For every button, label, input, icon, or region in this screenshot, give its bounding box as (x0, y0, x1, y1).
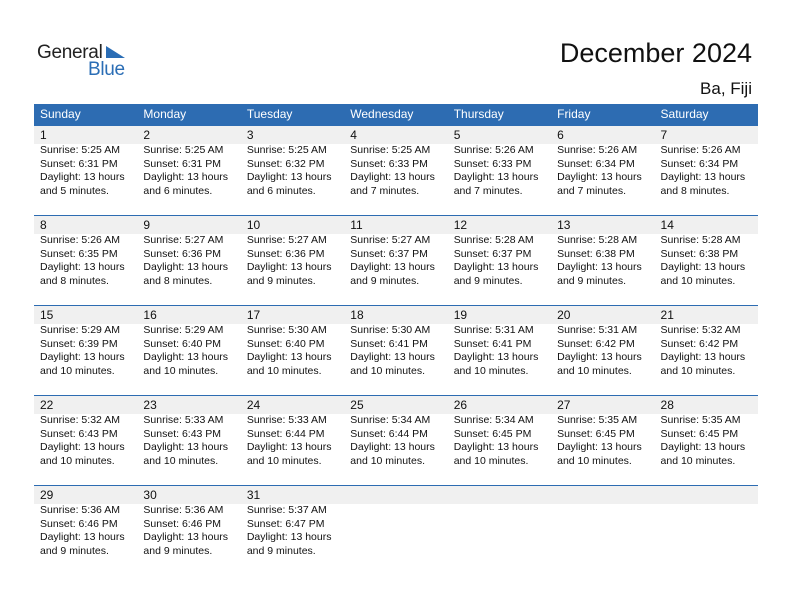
day-cell (344, 216, 447, 288)
day-sunrise-text: Sunrise: 5:28 AM (660, 234, 741, 246)
day-number: 18 (350, 308, 364, 322)
day-daylight1-text: Daylight: 13 hours (660, 261, 746, 273)
day-number: 19 (453, 308, 468, 322)
day-number: 9 (143, 218, 151, 232)
day-number (661, 486, 758, 504)
day-number: 24 (246, 398, 261, 412)
day-sunrise-text: Sunrise: 5:29 AM (143, 324, 224, 336)
day-sunset-text: Sunset: 6:44 PM (350, 427, 428, 440)
day-daylight1-text: Daylight: 13 hours (557, 351, 642, 363)
day-number: 27 (557, 398, 571, 412)
day-daylight2-text: and 7 minutes. (453, 184, 523, 197)
week-row (34, 215, 758, 305)
day-number: 10 (246, 218, 261, 232)
day-daylight2-text: and 9 minutes. (246, 544, 316, 557)
day-number: 20 (557, 308, 571, 322)
day-sunrise-text: Sunrise: 5:27 AM (246, 234, 327, 246)
day-sunset-text: Sunset: 6:43 PM (143, 427, 222, 440)
week-row (34, 305, 758, 395)
day-cell (551, 216, 654, 288)
day-daylight2-text: and 9 minutes. (453, 274, 523, 287)
day-number: 29 (40, 488, 54, 502)
day-sunrise-text: Sunrise: 5:25 AM (350, 144, 431, 156)
day-daylight2-text: and 5 minutes. (40, 184, 109, 197)
day-cell (448, 396, 551, 468)
day-sunset-text: Sunset: 6:40 PM (246, 337, 325, 350)
day-sunrise-text: Sunrise: 5:35 AM (660, 414, 741, 426)
logo-word-general: General (37, 42, 103, 63)
day-daylight1-text: Daylight: 13 hours (350, 171, 435, 183)
day-number: 21 (660, 308, 674, 322)
day-sunrise-text: Sunrise: 5:34 AM (453, 414, 534, 426)
day-number: 1 (40, 128, 47, 142)
day-sunset-text: Sunset: 6:34 PM (557, 157, 635, 170)
weekday-wednesday: Wednesday (350, 107, 414, 121)
day-number: 5 (453, 128, 461, 142)
day-sunrise-text: Sunrise: 5:32 AM (660, 324, 741, 336)
day-number: 26 (453, 398, 468, 412)
day-daylight1-text: Daylight: 13 hours (143, 531, 229, 543)
day-daylight2-text: and 9 minutes. (143, 544, 213, 557)
day-cell (137, 306, 240, 378)
day-cell (137, 486, 240, 558)
day-cell (241, 126, 344, 198)
day-daylight1-text: Daylight: 13 hours (40, 351, 125, 363)
day-sunset-text: Sunset: 6:39 PM (40, 337, 118, 350)
day-number: 8 (40, 218, 47, 232)
day-sunset-text: Sunset: 6:35 PM (40, 247, 118, 260)
empty-day-cell (448, 486, 551, 558)
day-daylight2-text: and 9 minutes. (350, 274, 420, 287)
day-cell (344, 396, 447, 468)
weeks-container (34, 125, 758, 575)
day-sunrise-text: Sunrise: 5:31 AM (453, 324, 534, 336)
day-daylight1-text: Daylight: 13 hours (350, 441, 435, 453)
triangle-flag-icon (106, 46, 126, 62)
day-daylight2-text: and 10 minutes. (557, 454, 632, 467)
day-number: 7 (660, 128, 668, 142)
day-sunset-text: Sunset: 6:36 PM (143, 247, 222, 260)
day-number: 17 (246, 308, 261, 322)
day-number: 13 (557, 218, 571, 232)
day-sunrise-text: Sunrise: 5:25 AM (246, 144, 327, 156)
day-cell (551, 396, 654, 468)
day-sunrise-text: Sunrise: 5:36 AM (40, 504, 120, 516)
day-daylight1-text: Daylight: 13 hours (453, 171, 539, 183)
week-row (34, 485, 758, 575)
day-sunrise-text: Sunrise: 5:27 AM (143, 234, 224, 246)
day-cell (448, 126, 551, 198)
day-cell (241, 306, 344, 378)
day-number: 2 (143, 128, 151, 142)
day-daylight2-text: and 7 minutes. (557, 184, 626, 197)
weekday-monday: Monday (143, 107, 187, 121)
day-sunrise-text: Sunrise: 5:26 AM (40, 234, 120, 246)
weekday-header (34, 104, 758, 125)
day-daylight1-text: Daylight: 13 hours (660, 351, 746, 363)
day-daylight2-text: and 6 minutes. (143, 184, 213, 197)
day-daylight1-text: Daylight: 13 hours (246, 351, 332, 363)
weekday-thursday: Thursday (453, 107, 504, 121)
weekday-saturday: Saturday (660, 107, 709, 121)
day-daylight2-text: and 10 minutes. (40, 364, 115, 377)
day-sunset-text: Sunset: 6:43 PM (40, 427, 118, 440)
day-number: 12 (453, 218, 468, 232)
day-sunrise-text: Sunrise: 5:32 AM (40, 414, 120, 426)
day-cell (137, 126, 240, 198)
day-sunrise-text: Sunrise: 5:37 AM (246, 504, 327, 516)
day-daylight1-text: Daylight: 13 hours (40, 171, 125, 183)
day-daylight2-text: and 8 minutes. (660, 184, 730, 197)
day-daylight2-text: and 6 minutes. (246, 184, 316, 197)
day-daylight1-text: Daylight: 13 hours (143, 171, 229, 183)
week-row-inner (34, 306, 758, 378)
day-sunrise-text: Sunrise: 5:33 AM (246, 414, 327, 426)
day-sunrise-text: Sunrise: 5:34 AM (350, 414, 431, 426)
weekday-friday: Friday (557, 107, 591, 121)
day-daylight1-text: Daylight: 13 hours (40, 531, 125, 543)
day-sunset-text: Sunset: 6:42 PM (557, 337, 635, 350)
day-sunrise-text: Sunrise: 5:27 AM (350, 234, 431, 246)
day-daylight1-text: Daylight: 13 hours (246, 261, 332, 273)
day-sunrise-text: Sunrise: 5:26 AM (557, 144, 638, 156)
day-sunset-text: Sunset: 6:31 PM (40, 157, 118, 170)
day-number: 15 (40, 308, 54, 322)
day-daylight2-text: and 10 minutes. (246, 454, 322, 467)
day-sunrise-text: Sunrise: 5:28 AM (453, 234, 534, 246)
day-cell (655, 306, 758, 378)
day-cell (34, 306, 137, 378)
day-sunset-text: Sunset: 6:34 PM (660, 157, 739, 170)
day-cell (655, 396, 758, 468)
day-sunset-text: Sunset: 6:47 PM (246, 517, 325, 530)
day-sunrise-text: Sunrise: 5:30 AM (350, 324, 431, 336)
location-label: Ba, Fiji (700, 79, 752, 98)
day-daylight1-text: Daylight: 13 hours (40, 441, 125, 453)
week-row-inner (34, 126, 758, 198)
day-daylight2-text: and 10 minutes. (40, 454, 115, 467)
day-cell (551, 306, 654, 378)
day-cell (34, 396, 137, 468)
day-daylight2-text: and 10 minutes. (143, 454, 219, 467)
weekday-tuesday: Tuesday (246, 107, 293, 121)
day-sunrise-text: Sunrise: 5:25 AM (143, 144, 224, 156)
day-sunset-text: Sunset: 6:40 PM (143, 337, 222, 350)
day-sunrise-text: Sunrise: 5:35 AM (557, 414, 638, 426)
day-daylight2-text: and 9 minutes. (557, 274, 626, 287)
day-daylight2-text: and 10 minutes. (350, 454, 425, 467)
day-number: 4 (350, 128, 357, 142)
day-cell (448, 306, 551, 378)
day-sunset-text: Sunset: 6:37 PM (350, 247, 428, 260)
day-cell (137, 216, 240, 288)
day-sunset-text: Sunset: 6:45 PM (660, 427, 739, 440)
day-sunset-text: Sunset: 6:42 PM (660, 337, 739, 350)
day-daylight2-text: and 10 minutes. (557, 364, 632, 377)
day-sunset-text: Sunset: 6:33 PM (350, 157, 428, 170)
day-daylight2-text: and 10 minutes. (143, 364, 219, 377)
day-daylight1-text: Daylight: 13 hours (143, 351, 229, 363)
day-cell (241, 396, 344, 468)
day-daylight1-text: Daylight: 13 hours (246, 531, 332, 543)
day-number: 16 (143, 308, 157, 322)
week-row-inner (34, 486, 758, 558)
day-daylight2-text: and 10 minutes. (350, 364, 425, 377)
day-daylight2-text: and 9 minutes. (40, 544, 109, 557)
day-number: 14 (660, 218, 674, 232)
day-sunset-text: Sunset: 6:38 PM (660, 247, 739, 260)
day-sunrise-text: Sunrise: 5:30 AM (246, 324, 327, 336)
day-sunrise-text: Sunrise: 5:28 AM (557, 234, 638, 246)
calendar-grid (34, 104, 758, 575)
day-daylight1-text: Daylight: 13 hours (557, 261, 642, 273)
day-sunrise-text: Sunrise: 5:25 AM (40, 144, 120, 156)
day-daylight2-text: and 10 minutes. (453, 454, 529, 467)
day-daylight2-text: and 10 minutes. (660, 364, 736, 377)
day-daylight1-text: Daylight: 13 hours (660, 171, 746, 183)
week-row (34, 395, 758, 485)
day-daylight2-text: and 10 minutes. (246, 364, 322, 377)
day-daylight1-text: Daylight: 13 hours (40, 261, 125, 273)
page-title: December 2024 (559, 38, 752, 68)
day-number: 28 (660, 398, 674, 412)
day-daylight1-text: Daylight: 13 hours (350, 351, 435, 363)
day-number (454, 486, 551, 504)
day-number: 3 (246, 128, 254, 142)
logo (37, 42, 137, 82)
day-cell (137, 396, 240, 468)
day-cell (448, 216, 551, 288)
day-sunset-text: Sunset: 6:46 PM (40, 517, 118, 530)
day-sunset-text: Sunset: 6:33 PM (453, 157, 532, 170)
day-number: 31 (246, 488, 261, 502)
day-sunset-text: Sunset: 6:38 PM (557, 247, 635, 260)
day-sunset-text: Sunset: 6:31 PM (143, 157, 222, 170)
day-daylight1-text: Daylight: 13 hours (453, 441, 539, 453)
day-number: 11 (350, 218, 363, 232)
day-number: 25 (350, 398, 364, 412)
day-number: 22 (40, 398, 54, 412)
day-cell (241, 216, 344, 288)
day-daylight1-text: Daylight: 13 hours (453, 261, 539, 273)
day-sunset-text: Sunset: 6:37 PM (453, 247, 532, 260)
day-daylight2-text: and 7 minutes. (350, 184, 420, 197)
day-cell (655, 126, 758, 198)
day-number: 30 (143, 488, 157, 502)
day-number: 23 (143, 398, 157, 412)
day-cell (34, 216, 137, 288)
day-daylight2-text: and 8 minutes. (143, 274, 213, 287)
day-sunset-text: Sunset: 6:36 PM (246, 247, 325, 260)
day-daylight1-text: Daylight: 13 hours (246, 441, 332, 453)
day-number (350, 486, 447, 504)
day-sunset-text: Sunset: 6:44 PM (246, 427, 325, 440)
day-daylight2-text: and 8 minutes. (40, 274, 109, 287)
day-sunrise-text: Sunrise: 5:29 AM (40, 324, 120, 336)
day-daylight2-text: and 10 minutes. (660, 274, 736, 287)
logo-word-blue: Blue (88, 59, 125, 80)
day-sunset-text: Sunset: 6:45 PM (557, 427, 635, 440)
day-sunrise-text: Sunrise: 5:31 AM (557, 324, 638, 336)
day-daylight1-text: Daylight: 13 hours (557, 441, 642, 453)
day-sunset-text: Sunset: 6:46 PM (143, 517, 222, 530)
day-sunrise-text: Sunrise: 5:36 AM (143, 504, 224, 516)
day-daylight1-text: Daylight: 13 hours (246, 171, 332, 183)
day-cell (344, 126, 447, 198)
day-sunrise-text: Sunrise: 5:33 AM (143, 414, 224, 426)
day-sunset-text: Sunset: 6:45 PM (453, 427, 532, 440)
day-daylight1-text: Daylight: 13 hours (350, 261, 435, 273)
day-number (557, 486, 654, 504)
day-daylight1-text: Daylight: 13 hours (143, 441, 229, 453)
weekday-sunday: Sunday (40, 107, 81, 121)
day-sunset-text: Sunset: 6:32 PM (246, 157, 325, 170)
empty-day-cell (655, 486, 758, 558)
day-cell (34, 126, 137, 198)
day-cell (655, 216, 758, 288)
week-row-inner (34, 396, 758, 468)
day-sunset-text: Sunset: 6:41 PM (453, 337, 532, 350)
day-daylight2-text: and 9 minutes. (246, 274, 316, 287)
week-row (34, 125, 758, 215)
day-daylight1-text: Daylight: 13 hours (453, 351, 539, 363)
day-cell (344, 306, 447, 378)
day-daylight2-text: and 10 minutes. (660, 454, 736, 467)
empty-day-cell (344, 486, 447, 558)
day-daylight1-text: Daylight: 13 hours (557, 171, 642, 183)
day-cell (34, 486, 137, 558)
day-daylight1-text: Daylight: 13 hours (660, 441, 746, 453)
day-daylight1-text: Daylight: 13 hours (143, 261, 229, 273)
day-cell (241, 486, 344, 558)
week-row-inner (34, 216, 758, 288)
day-daylight2-text: and 10 minutes. (453, 364, 529, 377)
day-sunrise-text: Sunrise: 5:26 AM (453, 144, 534, 156)
empty-day-cell (551, 486, 654, 558)
day-sunset-text: Sunset: 6:41 PM (350, 337, 428, 350)
day-number: 6 (557, 128, 564, 142)
day-cell (551, 126, 654, 198)
day-sunrise-text: Sunrise: 5:26 AM (660, 144, 741, 156)
